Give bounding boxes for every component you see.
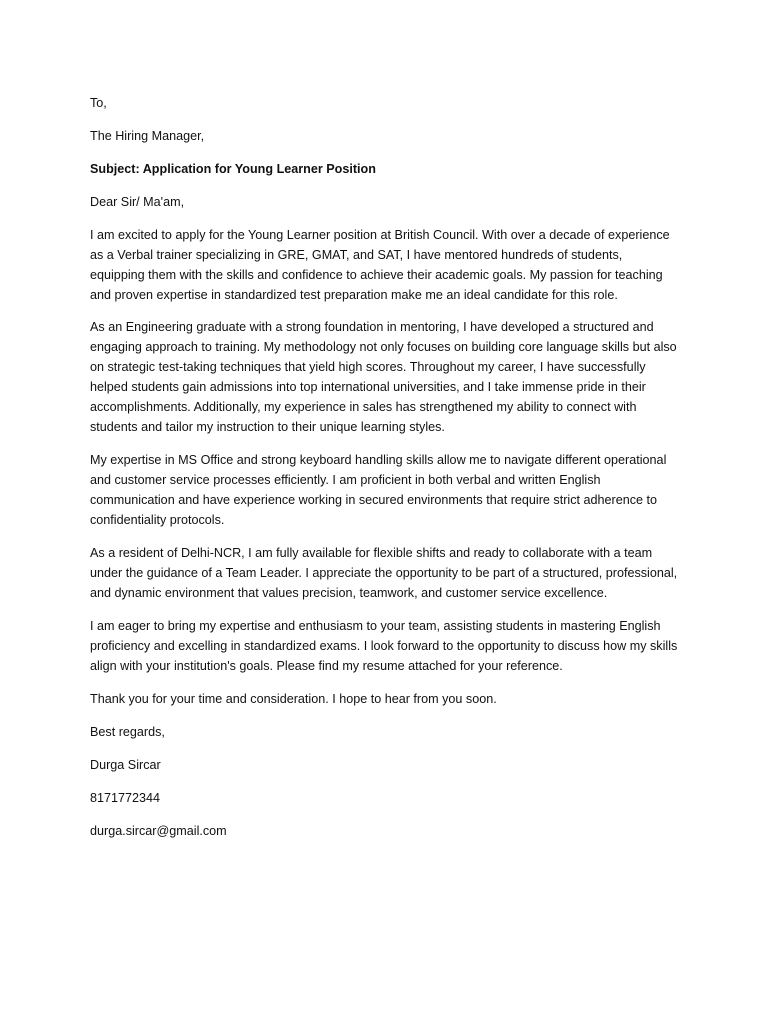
body-paragraph: My expertise in MS Office and strong keyboard handling skills allow me to navigate different operational and customer service processes efficiently. I am proficient in both verbal and written English communication and have experience working in secured environments that require strict adherence to confidentiality protocols. <box>90 453 667 528</box>
phone-number: 8171772344 <box>90 790 161 805</box>
body-paragraph: I am eager to bring my expertise and enthusiasm to your team, assisting students in mastering English proficiency and excelling in standardized exams. I look forward to the opportunity to discuss how my skills align with your institution's goals. Please find my resume attached for your reference. <box>90 619 678 674</box>
salutation-to: To, <box>90 96 107 110</box>
subject-line: Subject: Application for Young Learner Position <box>90 161 376 176</box>
greeting-line: Dear Sir/ Ma'am, <box>90 194 185 209</box>
signature-name: Durga Sircar <box>90 757 161 772</box>
cover-letter <box>90 93 680 853</box>
closing-line: Best regards, <box>90 724 165 739</box>
body-paragraph: Thank you for your time and consideration. I hope to hear from you soon. <box>90 692 497 707</box>
body-paragraph: As an Engineering graduate with a strong foundation in mentoring, I have developed a structured and engaging approach to training. My methodology not only focuses on building core language skills but also on strategic test-taking techniques that yield high scores. Throughout my career, I have successfully helped students gain admissions into top international universities, and I take immense pride in their accomplishments. Additionally, my experience in sales has strengthened my ability to connect with students and tailor my instruction to their unique learning styles. <box>90 320 677 435</box>
email-address: durga.sircar@gmail.com <box>90 823 227 838</box>
body-paragraph: As a resident of Delhi-NCR, I am fully available for flexible shifts and ready to collaborate with a team under the guidance of a Team Leader. I appreciate the opportunity to be part of a structured, professional, and dynamic environment that values precision, teamwork, and customer service excellence. <box>90 546 678 601</box>
recipient-line: The Hiring Manager, <box>90 128 205 143</box>
body-paragraph: I am excited to apply for the Young Learner position at British Council. With over a decade of experience as a Verbal trainer specializing in GRE, GMAT, and SAT, I have mentored hundreds of students, equipping them with the skills and confidence to achieve their academic goals. My passion for teaching and proven expertise in standardized test preparation make me an ideal candidate for this role. <box>90 227 670 302</box>
